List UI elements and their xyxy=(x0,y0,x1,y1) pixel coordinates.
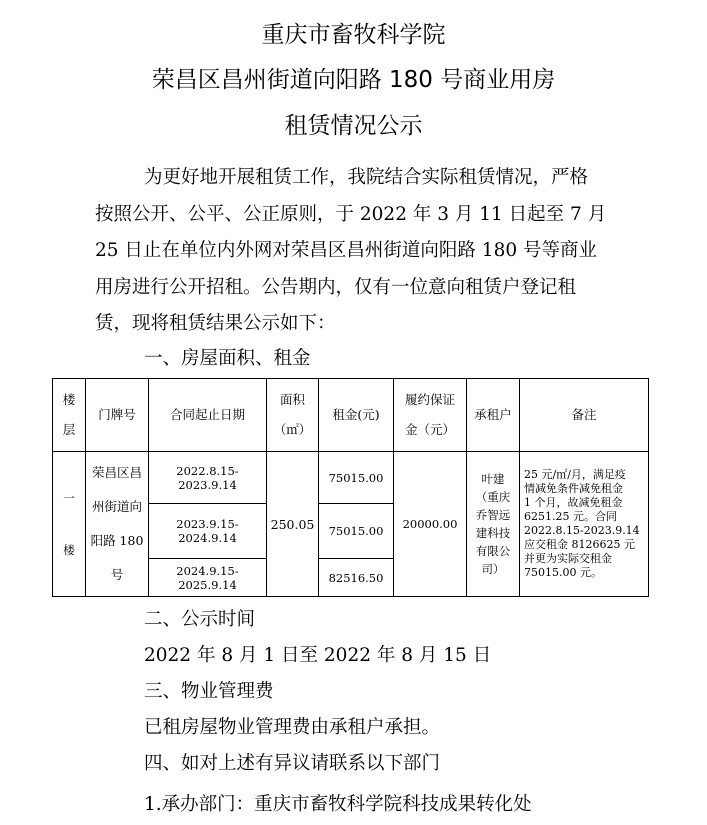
header-address: 门牌号 xyxy=(86,379,149,452)
intro-line: 赁，现将租赁结果公示如下： xyxy=(95,313,336,334)
section2-text: 2022 年 8 月 1 日至 2022 年 8 月 15 日 xyxy=(144,645,492,666)
intro-line: 为更好地开展租赁工作，我院结合实际租赁情况，严格 xyxy=(144,167,589,188)
section3-text: 已租房屋物业管理费由承租户承担。 xyxy=(144,717,441,738)
cell-remarks: 25 元/㎡/月，满足疫 情减免条件减免租金 1 个月，故减免租金 6251.25 元。合同 2022.8.15-2023.9.14 应交租金 8126625 元 并更为实际交租金 75015.00 元。 xyxy=(520,452,649,597)
section4-heading: 四、如对上述有异议请联系以下部门 xyxy=(144,753,441,774)
section2-heading: 二、公示时间 xyxy=(144,609,256,630)
section4-item1: 1.承办部门：重庆市畜牧科学院科技成果转化处 xyxy=(144,794,532,815)
header-rent: 租金(元) xyxy=(319,379,394,452)
cell-rent: 75015.00 xyxy=(319,452,394,504)
section1-heading: 一、房屋面积、租金 xyxy=(144,348,311,369)
cell-dates: 2024.9.15-2025.9.14 xyxy=(149,559,267,597)
intro-paragraph xyxy=(95,160,615,343)
cell-deposit: 20000.00 xyxy=(394,452,467,597)
cell-address: 荣昌区昌 州街道向 阳路 180 号 xyxy=(86,452,149,597)
cell-floor: 一 楼 xyxy=(53,452,86,597)
cell-tenant: 叶建 （重庆 乔智远 建科技 有限公 司） xyxy=(467,452,520,597)
doc-title-line3: 租赁情况公示 xyxy=(284,113,423,139)
table-header-row xyxy=(53,379,649,452)
cell-dates: 2023.9.15-2024.9.14 xyxy=(149,504,267,559)
header-deposit: 履约保证 金（元） xyxy=(394,379,467,452)
intro-line: 用房进行公开招租。公告期内，仅有一位意向租赁户登记租 xyxy=(95,276,577,298)
section3-heading: 三、物业管理费 xyxy=(144,681,274,702)
cell-dates: 2022.8.15-2023.9.14 xyxy=(149,452,267,504)
lease-table xyxy=(52,378,649,597)
doc-title-line1: 重庆市畜牧科学院 xyxy=(261,22,446,48)
table-row xyxy=(53,452,649,504)
cell-area: 250.05 xyxy=(267,452,319,597)
header-tenant: 承租户 xyxy=(467,379,520,452)
intro-line: 按照公开、公平、公正原则，于 2022 年 3 月 11 日起至 7 月 xyxy=(95,203,607,225)
header-remarks: 备注 xyxy=(520,379,649,452)
intro-line: 25 日止在单位内外网对荣昌区昌州街道向阳路 180 号等商业 xyxy=(95,240,597,261)
cell-rent: 82516.50 xyxy=(319,559,394,597)
header-contract-dates: 合同起止日期 xyxy=(149,379,267,452)
header-floor: 楼 层 xyxy=(53,379,86,452)
header-area: 面积 （㎡） xyxy=(267,379,319,452)
doc-title-line2: 荣昌区昌州街道向阳路 180 号商业用房 xyxy=(151,67,556,93)
cell-rent: 75015.00 xyxy=(319,504,394,559)
